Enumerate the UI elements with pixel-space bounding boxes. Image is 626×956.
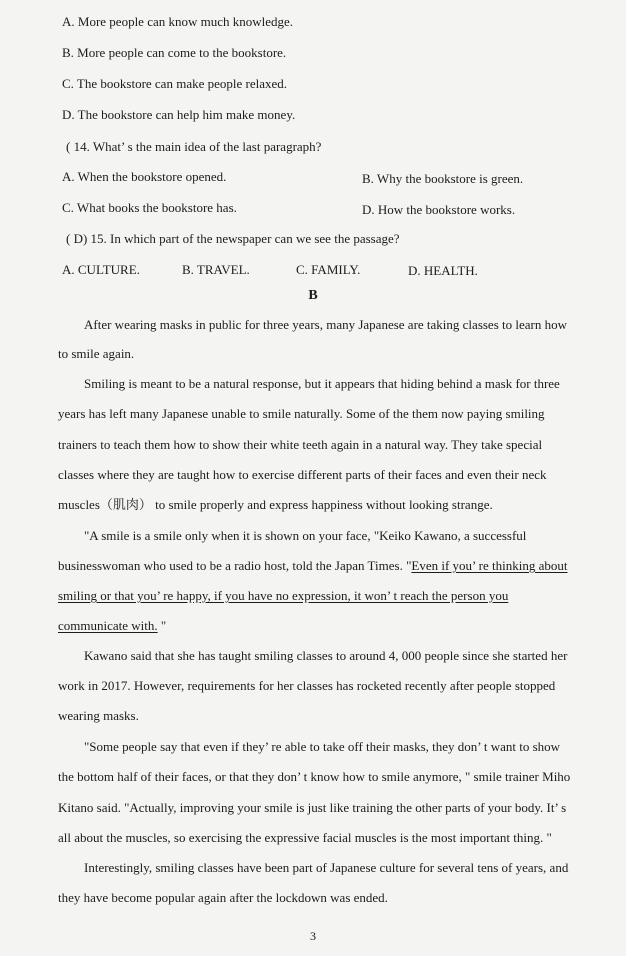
p1-line-2: to smile again. [58,346,135,361]
p4-line-1: Kawano said that she has taught smiling classes to around 4, 000 people since she started her [84,648,568,663]
p2-line-4: classes where they are taught how to exercise different parts of their faces and even their neck [58,467,547,482]
p3-line-2-text: businesswoman who used to be a radio host, told the Japan Times. " [58,558,412,573]
p5-line-4: all about the muscles, so exercising the expressive facial muscles is the most important thing. " [58,830,552,845]
page-number: 3 [310,929,316,943]
p6-line-1: Interestingly, smiling classes have been part of Japanese culture for several tens of years, and [84,860,569,875]
section-title: B [308,288,318,303]
p4-line-2: work in 2017. However, requirements for her classes has rocketed recently after people stopped [58,678,556,693]
q13-option-a: A. More people can know much knowledge. [62,14,294,29]
q14-option-a: A. When the bookstore opened. [62,169,227,184]
p2-line-3: trainers to teach them how to show their white teeth again in a natural way. They take special [58,437,543,452]
q13-option-c: C. The bookstore can make people relaxed. [62,76,288,91]
p3-close-quote: " [157,618,167,633]
p3-underlined-start: Even if you’ re thinking about [411,558,568,573]
q15-option-b: B. TRAVEL. [182,262,250,277]
q13-option-b: B. More people can come to the bookstore. [62,45,287,60]
p4-line-3: wearing masks. [58,708,139,723]
p3-line-3: smiling or that you’ re happy, if you have no expression, it won’ t reach the person you [58,588,509,603]
p3-line-4 [58,618,166,634]
p2-line-5: muscles（肌肉） to smile properly and express happiness without looking strange. [58,497,493,512]
p5-line-2: the bottom half of their faces, or that they don’ t know how to smile anymore, " smile trainer Miho [58,769,571,784]
p3-line-1: "A smile is a smile only when it is shown on your face, "Keiko Kawano, a successful [84,528,527,543]
p2-line-1: Smiling is meant to be a natural response, but it appears that hiding behind a mask for three [84,376,560,391]
q14-option-c: C. What books the bookstore has. [62,200,237,215]
p3-underlined-end: communicate with. [58,618,158,633]
p5-line-1: "Some people say that even if they’ re able to take off their masks, they don’ t want to show [84,739,561,754]
q15-option-c: C. FAMILY. [296,262,361,277]
q14-option-b: B. Why the bookstore is green. [362,171,524,186]
q13-option-d: D. The bookstore can help him make money. [62,107,296,122]
q14-option-d: D. How the bookstore works. [362,202,516,217]
p5-line-3: Kitano said. "Actually, improving your smile is just like training the other parts of your body. It’ s [58,800,567,815]
q15-stem: ( D) 15. In which part of the newspaper can we see the passage? [66,231,400,246]
p2-line-2: years has left many Japanese unable to smile naturally. Some of the them now paying smiling [58,406,545,421]
q14-stem: ( 14. What’ s the main idea of the last paragraph? [66,139,322,154]
q15-option-a: A. CULTURE. [62,262,140,277]
p3-line-2 [58,558,568,574]
p1-line-1: After wearing masks in public for three years, many Japanese are taking classes to learn how [84,317,567,332]
q15-option-d: D. HEALTH. [408,263,478,278]
p6-line-2: they have become popular again after the lockdown was ended. [58,890,388,905]
